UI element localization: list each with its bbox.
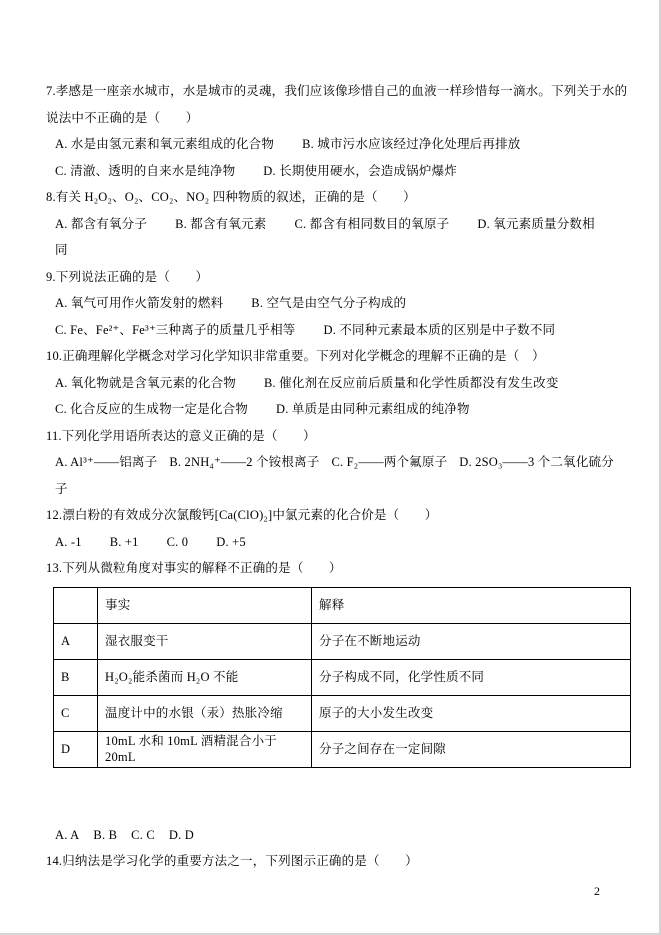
- question-10-option-c: C. 化合反应的生成物一定是化合物: [55, 402, 248, 416]
- row-b-explain: 分子构成不同，化学性质不同: [312, 659, 631, 695]
- question-7-option-b: B. 城市污水应该经过净化处理后再排放: [302, 137, 521, 151]
- question-8-option-a: A. 都含有氧分子: [55, 216, 148, 231]
- question-11-option-d: D. 2SO₃——3 个二氧化硫分子: [55, 455, 614, 496]
- row-c-fact: 温度计中的水银（汞）热胀冷缩: [98, 695, 312, 731]
- page-content: [46, 78, 631, 875]
- table-row: [54, 623, 631, 659]
- table-header-fact: 事实: [98, 587, 312, 623]
- question-11-option-a: A. Al³⁺——铝离子: [55, 455, 158, 469]
- table-header-blank: [54, 587, 98, 623]
- question-14-stem: 14.归纳法是学习化学的重要方法之一，下列图示正确的是（ ）: [46, 854, 418, 868]
- row-a-label: A: [54, 623, 98, 659]
- question-9-options-row-2: [46, 317, 631, 344]
- question-8-stem: 8.有关 H₂O₂、O₂、CO₂、NO₂ 四种物质的叙述，正确的是（ ）: [46, 190, 416, 204]
- question-9-stem: 9.下列说法正确的是（ ）: [46, 269, 209, 284]
- row-d-label: D: [54, 731, 98, 767]
- table-row: [54, 695, 631, 731]
- question-8-option-d: D. 氧元素质量分数相同: [55, 216, 595, 257]
- question-10-options-row-1: [46, 370, 631, 397]
- question-12-stem: 12.漂白粉的有效成分次氯酸钙[Ca(ClO)₂]中氯元素的化合价是（ ）: [46, 508, 438, 522]
- table-header-explain: 解释: [312, 587, 631, 623]
- table-header-row: [54, 587, 631, 623]
- question-10-options-row-2: [46, 396, 631, 423]
- question-9-options-row-1: [46, 290, 631, 317]
- question-7-option-d: D. 长期使用硬水，会造成锅炉爆炸: [263, 163, 457, 178]
- question-13-answer-d: D. D: [168, 827, 194, 842]
- question-12-options-row: [46, 529, 631, 556]
- question-11-option-c: C. F₂——两个氟原子: [331, 455, 448, 469]
- row-d-fact: 10mL 水和 10mL 酒精混合小于 20mL: [98, 731, 312, 767]
- question-9-option-d: D. 不同种元素最本质的区别是中子数不同: [323, 322, 556, 337]
- question-13-stem: 13.下列从微粒角度对事实的解释不正确的是（ ）: [46, 561, 342, 575]
- table-row: [54, 659, 631, 695]
- question-10-option-a: A. 氧化物就是含氧元素的化合物: [55, 375, 236, 390]
- question-8-option-b: B. 都含有氧元素: [175, 216, 267, 231]
- question-10-option-d: D. 单质是由同种元素组成的纯净物: [276, 402, 470, 416]
- question-8-option-c: C. 都含有相同数目的氧原子: [294, 216, 450, 231]
- question-7-option-a: A. 水是由氢元素和氧元素组成的化合物: [55, 137, 275, 151]
- question-7-stem: 7.孝感是一座亲水城市，水是城市的灵魂，我们应该像珍惜自己的血液一样珍惜每一滴水。下列关于水的说法中不正确的是（ ）: [46, 84, 628, 125]
- question-12-option-a: A. -1: [55, 534, 82, 549]
- table-row: [54, 731, 631, 767]
- question-11-option-b: B. 2NH₄⁺——2 个铵根离子: [169, 455, 320, 469]
- row-c-label: C: [54, 695, 98, 731]
- question-8-options-row: [46, 211, 631, 264]
- row-a-fact: 湿衣服变干: [98, 623, 312, 659]
- row-b-label: B: [54, 659, 98, 695]
- question-9-option-b: B. 空气是由空气分子构成的: [251, 296, 407, 310]
- question-11-options-row: [46, 449, 631, 502]
- question-12-option-b: B. +1: [109, 534, 139, 549]
- question-13-answer-c: C. C: [131, 827, 155, 842]
- page-number: 2: [594, 884, 600, 898]
- question-9-option-c: C. Fe、Fe²⁺、Fe³⁺三种离子的质量几乎相等: [55, 322, 296, 337]
- question-13-answer-options-row: [46, 822, 631, 849]
- question-9-option-a: A. 氧气可用作火箭发射的燃料: [55, 296, 224, 310]
- question-7-options-row-2: [46, 158, 631, 185]
- question-10-option-b: B. 催化剂在反应前后质量和化学性质都没有发生改变: [263, 375, 559, 390]
- question-10-stem: 10.正确理解化学概念对学习化学知识非常重要。下列对化学概念的理解不正确的是（ ）: [46, 349, 545, 363]
- question-13-table: [53, 587, 631, 768]
- question-11-stem: 11.下列化学用语所表达的意义正确的是（ ）: [46, 428, 316, 443]
- question-13-answer-b: B. B: [93, 827, 118, 842]
- question-7-options-row-1: [46, 131, 631, 158]
- question-12-option-c: C. 0: [166, 534, 189, 549]
- row-d-explain: 分子之间存在一定间隙: [312, 731, 631, 767]
- question-7-option-c: C. 清澈、透明的自来水是纯净物: [55, 163, 236, 178]
- question-13-answer-a: A. A: [55, 827, 80, 842]
- row-c-explain: 原子的大小发生改变: [312, 695, 631, 731]
- question-12-option-d: D. +5: [216, 534, 246, 549]
- row-b-fact: H₂O₂能杀菌而 H₂O 不能: [98, 659, 312, 695]
- row-a-explain: 分子在不断地运动: [312, 623, 631, 659]
